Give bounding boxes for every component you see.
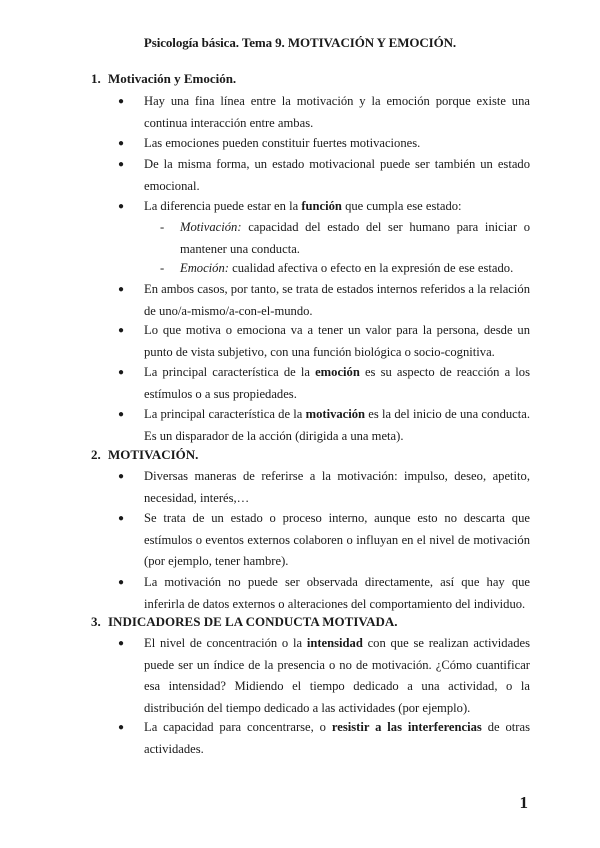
text-run: cualidad afectiva o efecto en la expresión de ese estado. [228,261,514,275]
bullet-icon: ● [118,638,125,649]
text-run: La diferencia puede estar en la [144,199,302,213]
section-title: INDICADORES DE LA CONDUCTA MOTIVADA. [108,614,398,629]
bullet-icon: ● [118,577,125,588]
list-item-text: Diversas maneras de referirse a la motivación: impulso, deseo, apetito, necesidad, interés,… [144,469,530,505]
section-number: 3. [91,614,101,629]
section-title: MOTIVACIÓN. [108,447,199,462]
italic-term: Emoción: [180,261,229,275]
text-run: La principal característica de la [144,407,306,421]
list-item-text [144,717,530,760]
text-run: capacidad del estado del ser humano para iniciar o mantener una conducta. [180,220,530,256]
section-number: 2. [91,447,101,462]
bullet-icon: ● [118,325,125,336]
text-run: con que se realizan actividades puede ser un índice de la presencia o no de motivación. ¿Cómo cuantificar esa intensidad? Midiendo el tiempo dedicado a una actividad, o la distribución del tiempo dedicado a las actividades (por ejemplo). [144,636,530,715]
list-item-text: Hay una fina línea entre la motivación y la emoción porque existe una continua interacción entre ambas. [144,94,530,130]
bullet-icon: ● [118,201,125,212]
bold-term: función [301,199,342,213]
text-run: es su aspecto de reacción a los estímulos o a sus propiedades. [144,365,530,401]
bullet-icon: ● [118,96,125,107]
text-run: que cumpla ese estado: [341,199,462,213]
bold-term: intensidad [306,636,363,650]
text-run: El nivel de concentración o la [144,636,307,650]
text-run: de otras actividades. [144,720,530,756]
list-item-text: Las emociones pueden constituir fuertes motivaciones. [144,136,421,150]
bullet-icon: ● [118,284,125,295]
list-item-text: En ambos casos, por tanto, se trata de estados internos referidos a la relación de uno/a-mismo/a-con-el-mundo. [144,282,530,318]
text-run: es la del inicio de una conducta. Es un disparador de la acción (dirigida a una meta). [144,407,530,443]
section-number: 1. [91,71,101,86]
sub-list-item-text [180,258,530,280]
list-item-text: Lo que motiva o emociona va a tener un valor para la persona, desde un punto de vista subjetivo, con una función biológica o socio-cognitiva. [144,323,530,359]
list-item-text [144,196,530,218]
text-run: La principal característica de la [144,365,316,379]
bullet-icon: ● [118,409,125,420]
bullet-icon: ● [118,722,125,733]
bullet-icon: ● [118,159,125,170]
bold-term: motivación [305,407,366,421]
list-item-text [144,404,530,447]
page-title: Psicología básica. Tema 9. MOTIVACIÓN Y EMOCIÓN. [143,35,457,50]
list-item-text: Se trata de un estado o proceso interno, aunque esto no descarta que estímulos o eventos externos colaboren o influyan en el nivel de motivación (por ejemplo, tener hambre). [144,511,530,568]
bullet-icon: ● [118,138,125,149]
section-title: Motivación y Emoción. [108,71,237,86]
bullet-icon: ● [118,367,125,378]
sub-list-item-text [180,217,530,260]
list-item-text [144,633,530,719]
bullet-icon: ● [118,513,125,524]
bold-term: emoción [315,365,360,379]
bold-term: resistir a las interferencias [331,720,482,734]
dash-icon: - [160,261,165,275]
bullet-icon: ● [118,471,125,482]
list-item-text: La motivación no puede ser observada directamente, así que hay que inferirla de datos externos o alteraciones del comportamiento del individuo. [144,575,530,611]
page-number: 1 [519,793,528,812]
italic-term: Motivación: [180,220,242,234]
list-item-text [144,362,530,405]
text-run: La capacidad para concentrarse, o [144,720,332,734]
dash-icon: - [160,220,165,234]
list-item-text: De la misma forma, un estado motivacional puede ser también un estado emocional. [144,157,530,193]
